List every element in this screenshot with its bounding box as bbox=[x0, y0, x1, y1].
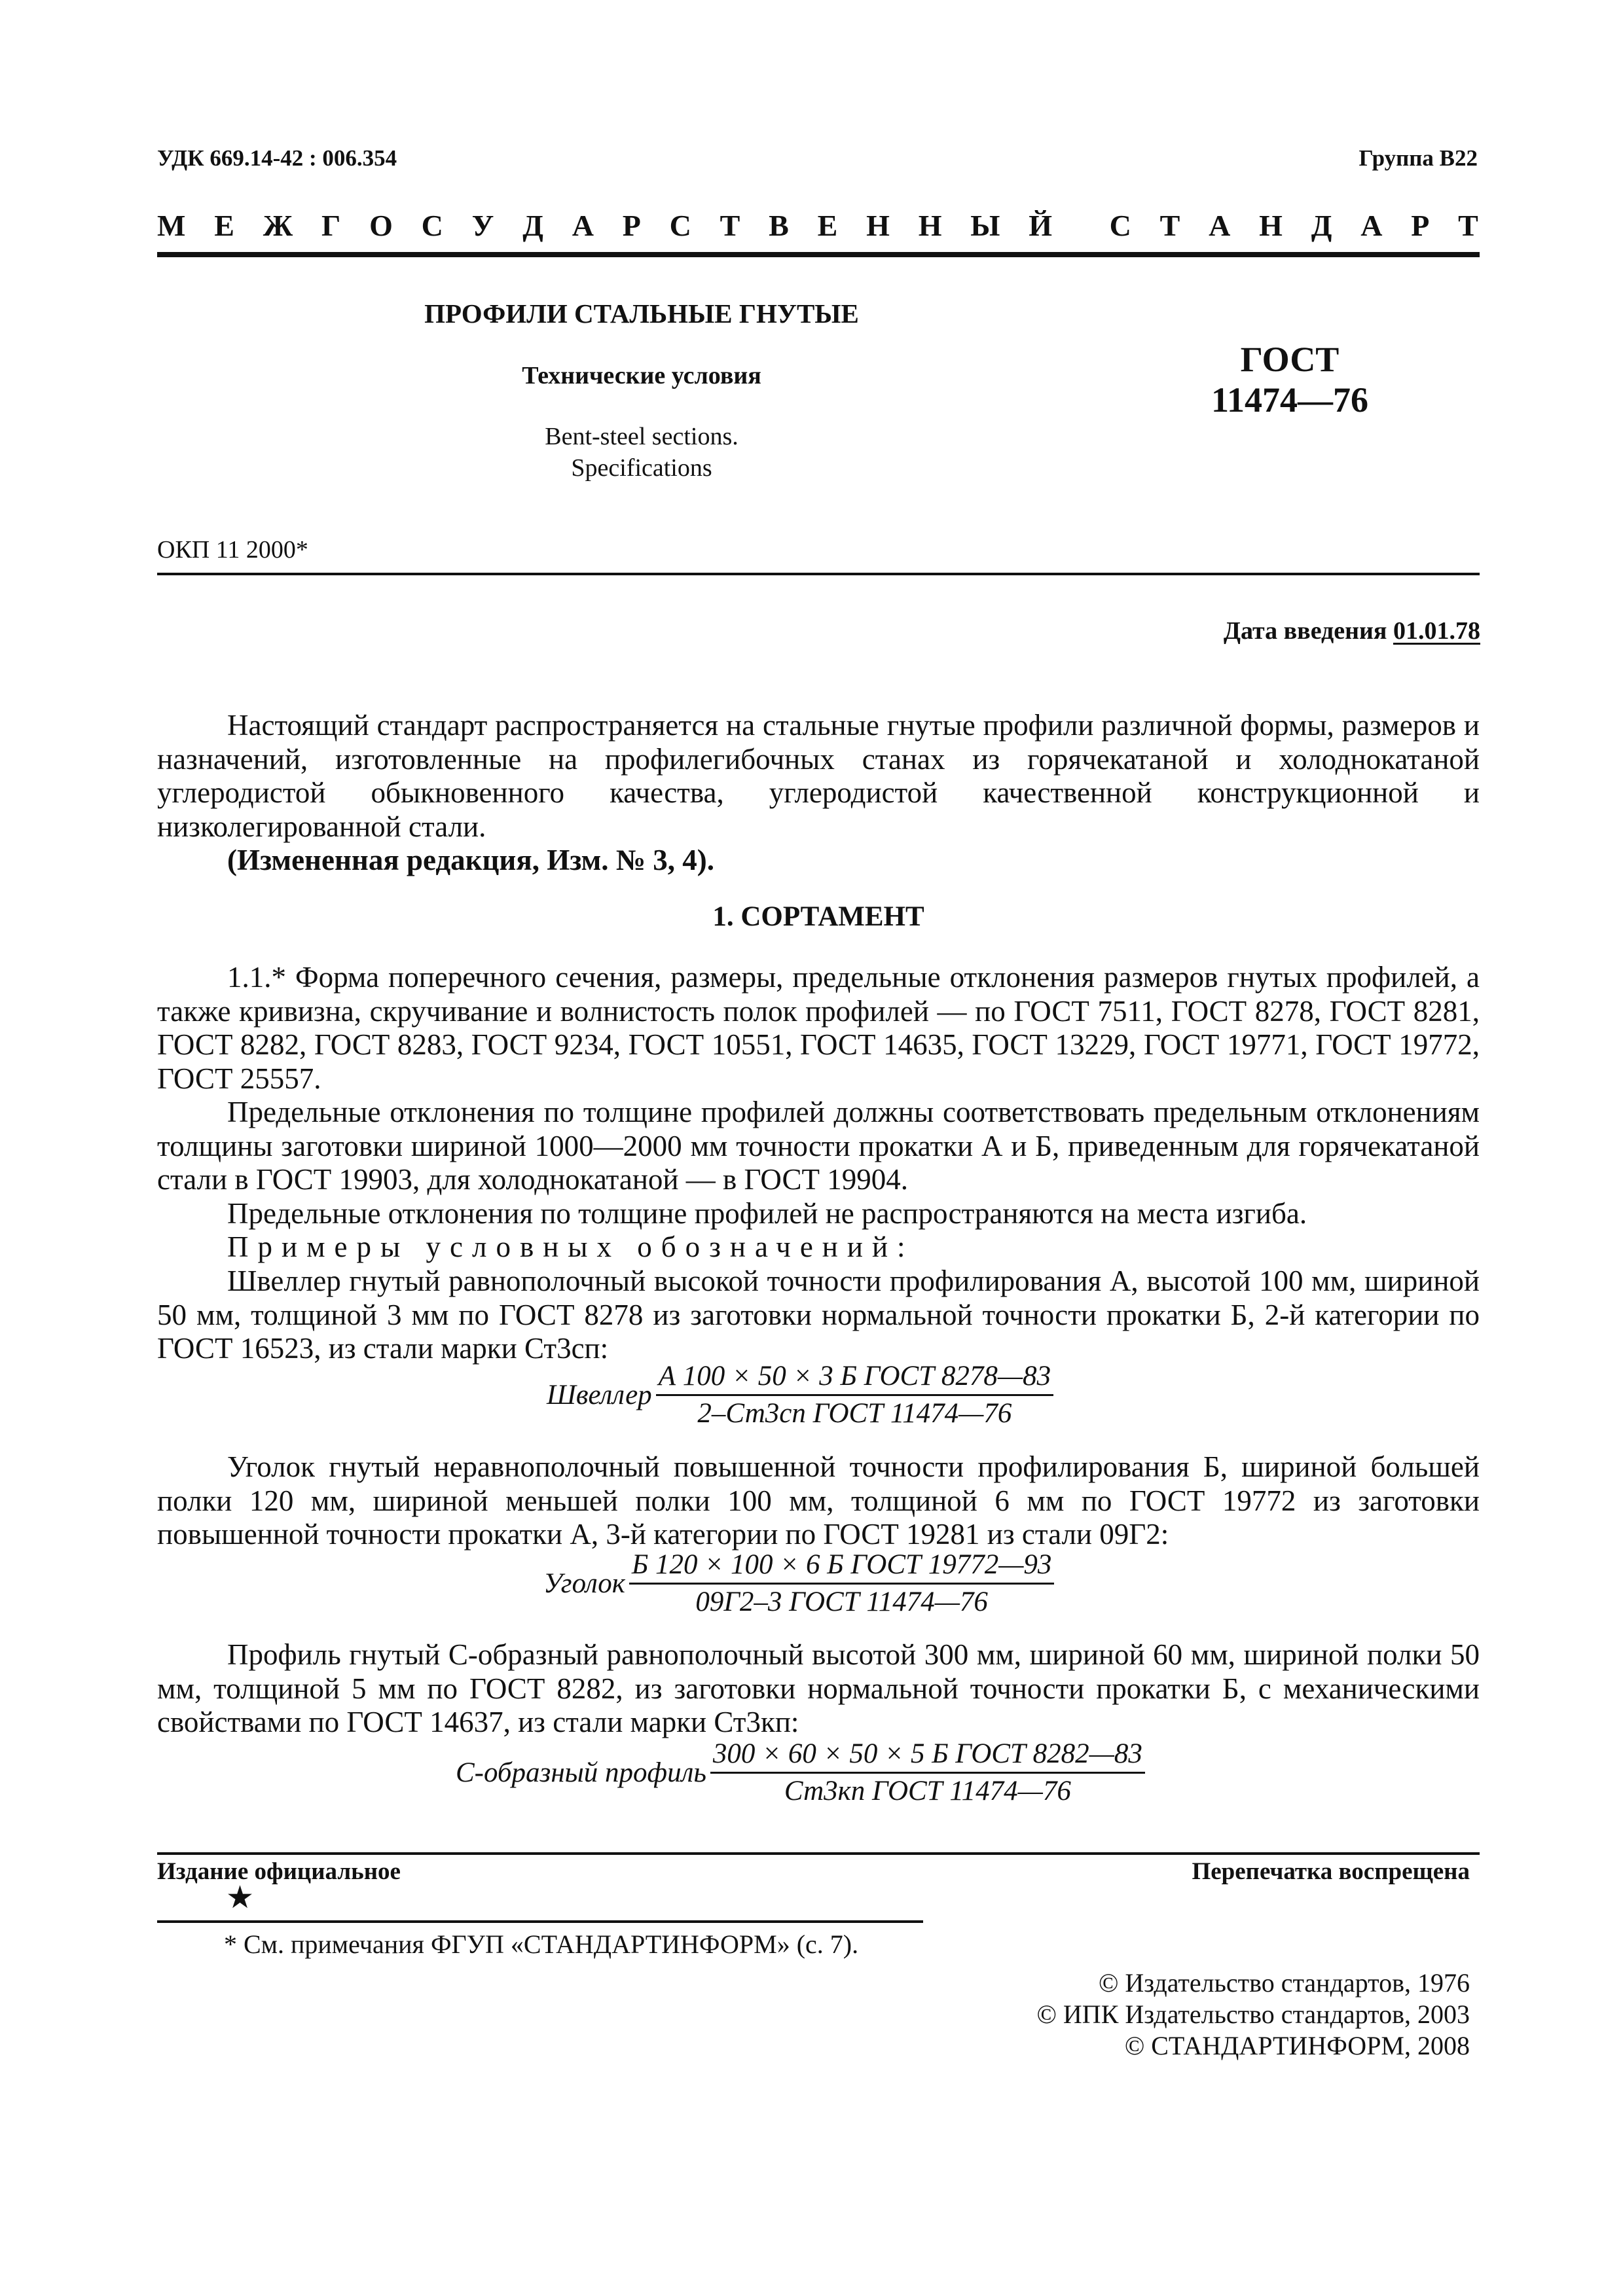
formula-denominator: 2–Ст3сп ГОСТ 11474—76 bbox=[697, 1398, 1012, 1429]
example-3-formula bbox=[456, 1738, 1145, 1808]
heading-letter: В bbox=[769, 209, 789, 242]
formula-name: С-образный профиль bbox=[456, 1757, 706, 1788]
heading-letter: Т bbox=[720, 209, 740, 242]
heading-letter: Ы bbox=[970, 209, 1000, 242]
reprint-prohibited-label: Перепечатка воспрещена bbox=[1192, 1858, 1470, 1885]
heading-letter: Н bbox=[866, 209, 890, 242]
formula-fraction bbox=[710, 1738, 1145, 1808]
example-2-formula bbox=[543, 1549, 1054, 1619]
heading-letter: С bbox=[669, 209, 691, 242]
formula-name: Уголок bbox=[543, 1568, 625, 1599]
section-paragraph-bends: Предельные отклонения по толщине профилей не распространяются на места изгиба. bbox=[227, 1197, 1307, 1230]
heading-letter: С bbox=[1109, 209, 1131, 242]
example-2-text: Уголок гнутый неравнополочный повышенной точности профилирования Б, шириной большей полки 120 мм, шириной меньшей полки 100 мм, толщиной 6 мм по ГОСТ 19772 из заготовки повышенной точности прокатки А, 3-й категории по ГОСТ 19281 из стали 09Г2: bbox=[157, 1450, 1480, 1551]
gost-label: ГОСТ bbox=[1240, 340, 1340, 379]
footnote: * См. примечания ФГУП «СТАНДАРТИНФОРМ» (с. 7). bbox=[224, 1929, 859, 1959]
heading-letter: Н bbox=[1259, 209, 1283, 242]
intro-paragraph: Настоящий стандарт распространяется на стальные гнутые профили различной формы, размеров и назначений, изготовленные на профилегибочных станах из горячекатаной и холоднокатаной углеродистой обыкновенного качества, углеродистой качественной конструкционной и низколегированной стали. bbox=[157, 709, 1480, 843]
formula-fraction bbox=[656, 1360, 1053, 1430]
heading-letter: Ж bbox=[263, 209, 293, 242]
title-rule bbox=[157, 573, 1480, 575]
formula-fraction bbox=[629, 1549, 1055, 1619]
star-icon: ★ bbox=[226, 1880, 255, 1915]
standard-type-heading bbox=[157, 206, 1478, 245]
copyright-2003: © ИПК Издательство стандартов, 2003 bbox=[1036, 2000, 1470, 2029]
heading-letter: Д bbox=[522, 209, 543, 242]
introduction-date-label: Дата введения bbox=[1223, 617, 1387, 645]
examples-label: Примеры условных обозначений: bbox=[227, 1230, 915, 1263]
document-subtitle: Технические условия bbox=[522, 362, 761, 389]
section-paragraph-tolerances: Предельные отклонения по толщине профилей должны соответствовать предельным отклонениям толщины заготовки шириной 1000—2000 мм точности прокатки А и Б, приведенным для горячекатаной стали в ГОСТ 19903, для холоднокатаной — в ГОСТ 19904. bbox=[157, 1096, 1480, 1196]
heading-letter: Е bbox=[817, 209, 838, 242]
document-title: ПРОФИЛИ СТАЛЬНЫЕ ГНУТЫЕ bbox=[424, 298, 859, 329]
group-code: Группа В22 bbox=[1359, 145, 1478, 171]
heading-letter: О bbox=[369, 209, 393, 242]
official-edition-label: Издание официальное bbox=[157, 1858, 401, 1885]
section-heading: 1. СОРТАМЕНТ bbox=[712, 901, 924, 932]
heading-letter: Й bbox=[1029, 209, 1053, 242]
formula-denominator: Ст3кп ГОСТ 11474—76 bbox=[784, 1776, 1071, 1806]
footer-rule bbox=[157, 1852, 1480, 1855]
heading-letter: Т bbox=[1159, 209, 1180, 242]
heading-letter: А bbox=[572, 209, 594, 242]
english-title-line1: Bent-steel sections. bbox=[545, 423, 739, 450]
udc-code: УДК 669.14-42 : 006.354 bbox=[157, 145, 397, 171]
gost-number: 11474—76 bbox=[1211, 380, 1369, 420]
introduction-date-value: 01.01.78 bbox=[1393, 617, 1480, 645]
formula-denominator: 09Г2–3 ГОСТ 11474—76 bbox=[695, 1587, 988, 1617]
heading-letter: А bbox=[1360, 209, 1383, 242]
introduction-date bbox=[1224, 617, 1480, 645]
formula-name: Швеллер bbox=[547, 1380, 652, 1410]
heading-letter: Р bbox=[622, 209, 641, 242]
heading-letter: А bbox=[1209, 209, 1231, 242]
section-paragraph-1-1: 1.1.* Форма поперечного сечения, размеры, предельные отклонения размеров гнутых профилей, а также кривизна, скручивание и волнистость полок профилей — по ГОСТ 7511, ГОСТ 8278, ГОСТ 8281, ГОСТ 8282, ГОСТ 8283, ГОСТ 9234, ГОСТ 10551, ГОСТ 14635, ГОСТ 13229, ГОСТ 19771, ГОСТ 19772, ГОСТ 25557. bbox=[157, 961, 1480, 1095]
heading-letter: Д bbox=[1311, 209, 1332, 242]
english-title-line2: Specifications bbox=[571, 454, 712, 482]
heading-letter: Г bbox=[321, 209, 341, 242]
copyright-2008: © СТАНДАРТИНФОРМ, 2008 bbox=[1124, 2031, 1470, 2060]
heading-letter: Е bbox=[214, 209, 234, 242]
example-3-text: Профиль гнутый С-образный равнополочный высотой 300 мм, шириной 60 мм, шириной полки 50 мм, толщиной 5 мм по ГОСТ 8282, из заготовки нормальной точности прокатки Б, с механическими свойствами по ГОСТ 14637, из стали марки Ст3кп: bbox=[157, 1638, 1480, 1738]
okp-code: ОКП 11 2000* bbox=[157, 536, 308, 564]
footnote-rule bbox=[157, 1920, 923, 1923]
header-thick-rule bbox=[157, 252, 1480, 257]
formula-numerator: 300 × 60 × 50 × 5 Б ГОСТ 8282—83 bbox=[710, 1738, 1145, 1774]
formula-numerator: Б 120 × 100 × 6 Б ГОСТ 19772—93 bbox=[629, 1549, 1055, 1585]
heading-letter: У bbox=[471, 209, 494, 242]
copyright-1976: © Издательство стандартов, 1976 bbox=[1098, 1968, 1470, 1998]
formula-numerator: А 100 × 50 × 3 Б ГОСТ 8278—83 bbox=[656, 1360, 1053, 1396]
example-1-formula bbox=[547, 1360, 1053, 1430]
heading-letter: М bbox=[157, 209, 186, 242]
amendment-note: (Измененная редакция, Изм. № 3, 4). bbox=[227, 844, 715, 876]
example-1-text: Швеллер гнутый равнополочный высокой точности профилирования А, высотой 100 мм, шириной 50 мм, толщиной 3 мм по ГОСТ 8278 из заготовки нормальной точности прокатки Б, 2-й категории по ГОСТ 16523, из стали марки Ст3сп: bbox=[157, 1265, 1480, 1365]
heading-letter: Н bbox=[918, 209, 942, 242]
heading-letter: Р bbox=[1411, 209, 1430, 242]
heading-letter: Т bbox=[1458, 209, 1478, 242]
heading-letter: С bbox=[421, 209, 443, 242]
